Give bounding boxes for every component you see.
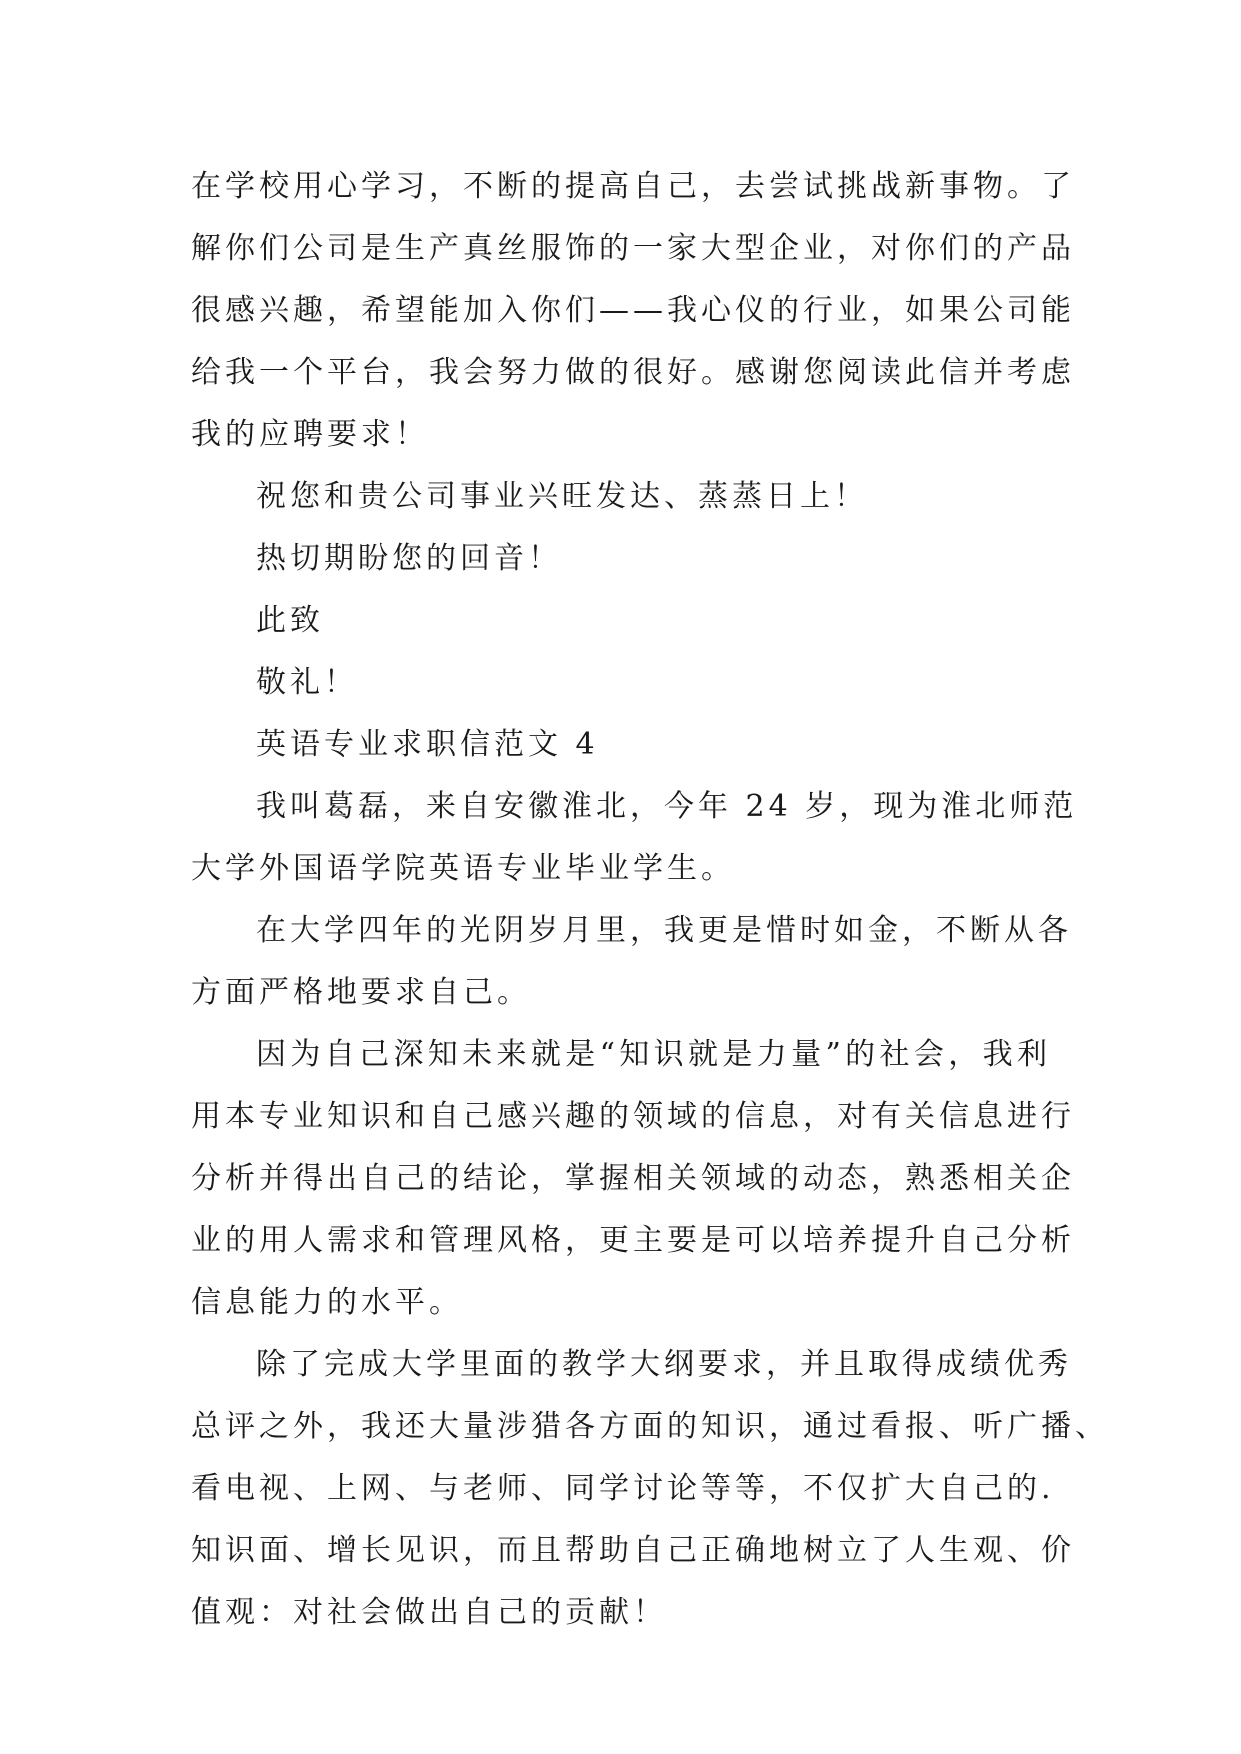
closing-hope: 热切期盼您的回音！ (256, 541, 562, 576)
text-line: 因为自己深知未来就是“知识就是力量”的社会，我利 (256, 1037, 1051, 1072)
text-line: 给我一个平台，我会努力做的很好。感谢您阅读此信并考虑 (191, 355, 1075, 390)
text-line: 在学校用心学习，不断的提高自己，去尝试挑战新事物。了 (191, 169, 1075, 204)
text-line: 很感兴趣，希望能加入你们——我心仪的行业，如果公司能 (191, 293, 1075, 328)
text-line: 知识面、增长见识，而且帮助自己正确地树立了人生观、价 (191, 1533, 1075, 1568)
text-line: 看电视、上网、与老师、同学讨论等等，不仅扩大自己的. (191, 1471, 1055, 1506)
text-line: 解你们公司是生产真丝服饰的一家大型企业，对你们的产品 (191, 231, 1075, 266)
text-line: 除了完成大学里面的教学大纲要求，并且取得成绩优秀 (256, 1347, 1072, 1382)
closing-wish: 祝您和贵公司事业兴旺发达、蒸蒸日上！ (256, 479, 868, 514)
text-line: 在大学四年的光阴岁月里，我更是惜时如金，不断从各 (256, 913, 1072, 948)
text-line: 值观：对社会做出自己的贡献！ (191, 1595, 667, 1630)
text-line: 用本专业知识和自己感兴趣的领域的信息，对有关信息进行 (191, 1099, 1075, 1134)
text-line: 分析并得出自己的结论，掌握相关领域的动态，熟悉相关企 (191, 1161, 1075, 1196)
text-line: 总评之外，我还大量涉猎各方面的知识，通过看报、听广播、 (191, 1409, 1109, 1444)
text-line: 业的用人需求和管理风格，更主要是可以培养提升自己分析 (191, 1223, 1075, 1258)
text-line: 我叫葛磊，来自安徽淮北，今年 24 岁，现为淮北师范 (256, 789, 1078, 824)
text-line: 方面严格地要求自己。 (191, 975, 531, 1010)
text-line: 大学外国语学院英语专业毕业学生。 (191, 851, 735, 886)
closing-salutation: 此致 (256, 603, 324, 638)
letter-body (191, 156, 1109, 1644)
closing-regards: 敬礼！ (256, 665, 358, 700)
text-line: 信息能力的水平。 (191, 1285, 463, 1320)
text-line: 我的应聘要求！ (191, 417, 429, 452)
section-title: 英语专业求职信范文 4 (256, 727, 599, 762)
